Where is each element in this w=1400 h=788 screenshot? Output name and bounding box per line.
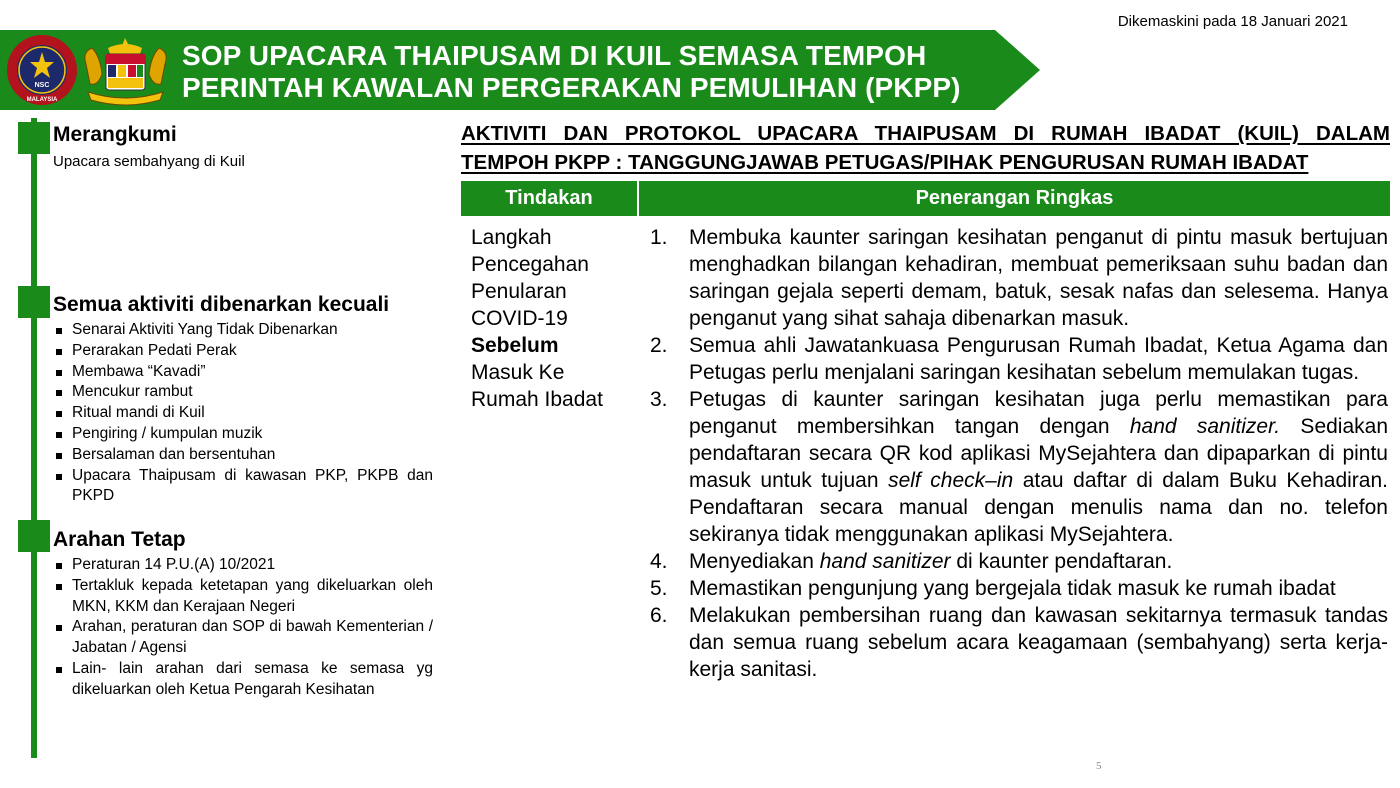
list-item [638,332,1390,386]
column-header-tindakan: Tindakan [461,181,638,216]
item-text: Membuka kaunter saringan kesihatan penganut di pintu masuk bertujuan menghadkan bilangan kehadiran, membuat pemeriksaan suhu badan dan saringan gejala seperti demam, batuk, sesak nafas dan selesema. Hanya penganut yang sihat sahaja dibenarkan masuk. [689,226,1388,330]
heading-line-1: AKTIVITI DAN PROTOKOL UPACARA THAIPUSAM DI RUMAH IBADAT (KUIL) DALAM [461,122,1390,145]
table-row [461,216,1390,683]
list-item: Tertakluk kepada ketetapan yang dikeluarkan oleh MKN, KKM dan Kerajaan Negeri [53,576,433,618]
malaysia-coat-of-arms-logo [78,34,173,106]
heading-line-2: TEMPOH PKPP : TANGGUNGJAWAB PETUGAS/PIHAK PENGURUSAN RUMAH IBADAT [461,151,1309,174]
action-text: Masuk Ke [471,361,565,384]
left-panel [18,118,438,758]
item-text: Menyediakan [689,550,820,573]
standing-orders-list [53,555,433,701]
list-item: Mencukur rambut [53,382,433,403]
action-text: Langkah [471,226,552,249]
item-text: Sediakan pendaftaran secara QR kod aplikasi MySejahtera dan dipaparkan di pintu masuk untuk tujuan [689,415,1388,492]
item-number: 5. [650,577,668,600]
list-item: Ritual mandi di Kuil [53,403,433,424]
list-item [638,386,1390,548]
section-title: Merangkumi [53,123,177,146]
nsc-logo [6,34,78,106]
item-text-italic: self check–in [888,469,1014,492]
description-list [638,224,1390,683]
list-item: Arahan, peraturan dan SOP di bawah Kementerian / Jabatan / Agensi [53,617,433,659]
right-panel [461,119,1390,683]
item-text: Petugas di kaunter saringan kesihatan juga perlu memastikan para penganut membersihkan tangan dengan [689,388,1388,438]
protocol-table [461,181,1390,683]
item-text: Melakukan pembersihan ruang dan kawasan sekitarnya termasuk tandas dan semua ruang sebelum acara keagamaan (sembahyang) serta kerja-kerja sanitasi. [689,604,1388,681]
section-arahan-tetap [53,527,433,701]
section-dibenarkan-kecuali [53,292,433,507]
list-item: Membawa “Kavadi” [53,362,433,383]
section-heading [461,119,1390,177]
list-item: Senarai Aktiviti Yang Tidak Dibenarkan [53,320,433,341]
banner-title-line-2: PERINTAH KAWALAN PERGERAKAN PEMULIHAN (PKPP) [182,72,961,103]
section-title: Semua aktiviti dibenarkan kecuali [53,293,390,316]
column-header-penerangan: Penerangan Ringkas [638,181,1390,216]
section-merangkumi [53,122,433,172]
title-banner [0,30,1040,110]
list-item [638,224,1390,332]
excluded-activities-list [53,320,433,507]
section-marker [18,520,50,552]
section-marker [18,286,50,318]
banner-title [182,40,961,104]
item-number: 1. [650,226,668,249]
page-number: 5 [1096,760,1102,772]
item-number: 3. [650,388,668,411]
action-text: Pencegahan [471,253,589,276]
list-item [638,602,1390,683]
action-text: COVID-19 [471,307,568,330]
banner-title-line-1: SOP UPACARA THAIPUSAM DI KUIL SEMASA TEMPOH [182,40,927,71]
item-text-italic: hand sanitizer. [1129,415,1281,438]
description-cell [638,216,1390,683]
updated-date: Dikemaskini pada 18 Januari 2021 [1117,13,1348,30]
item-text: Semua ahli Jawatankuasa Pengurusan Rumah Ibadat, Ketua Agama dan Petugas perlu menjalani saringan kesihatan sebelum memulakan tugas. [689,334,1388,384]
section-marker [18,122,50,154]
table-header-row [461,181,1390,216]
item-text-italic: hand sanitizer [819,550,951,573]
svg-text:NSC: NSC [34,82,50,89]
left-panel-rule [31,118,37,758]
action-cell [461,216,638,683]
list-item: Lain- lain arahan dari semasa ke semasa yg dikeluarkan oleh Ketua Pengarah Kesihatan [53,659,433,701]
list-item: Pengiring / kumpulan muzik [53,424,433,445]
action-text-bold: Sebelum [471,334,559,357]
action-text: Rumah Ibadat [471,388,603,411]
section-title: Arahan Tetap [53,528,186,551]
svg-text:MALAYSIA: MALAYSIA [26,97,58,103]
item-number: 4. [650,550,668,573]
item-text: di kaunter pendaftaran. [950,550,1173,573]
list-item: Bersalaman dan bersentuhan [53,445,433,466]
section-text: Upacara sembahyang di Kuil [53,153,245,170]
item-number: 2. [650,334,668,357]
list-item: Upacara Thaipusam di kawasan PKP, PKPB dan PKPD [53,466,433,508]
list-item [638,575,1390,602]
item-text: Memastikan pengunjung yang bergejala tidak masuk ke rumah ibadat [689,577,1336,600]
list-item: Peraturan 14 P.U.(A) 10/2021 [53,555,433,576]
action-text: Penularan [471,280,567,303]
item-text: atau daftar di dalam Buku Kehadiran. Pendaftaran secara manual dengan menulis nama dan no. telefon sekiranya tidak menggunakan aplikasi MySejahtera. [689,469,1388,546]
item-number: 6. [650,604,668,627]
list-item: Perarakan Pedati Perak [53,341,433,362]
list-item [638,548,1390,575]
